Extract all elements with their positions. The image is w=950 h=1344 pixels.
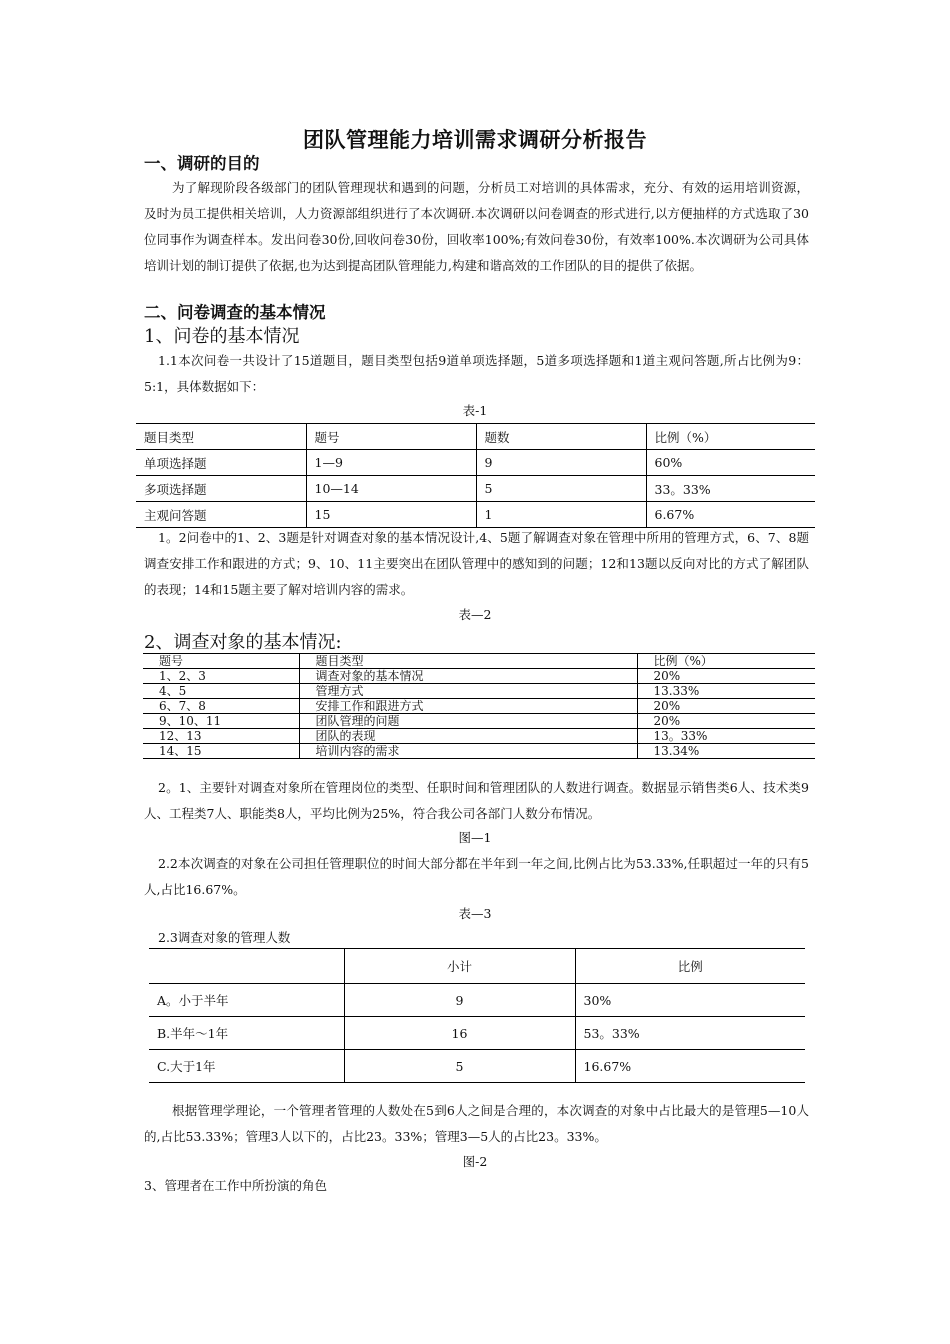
page-title: 团队管理能力培训需求调研分析报告 bbox=[303, 128, 647, 152]
table-row bbox=[136, 502, 815, 528]
figure2-caption: 图-2 bbox=[462, 1154, 488, 1169]
table-row bbox=[143, 729, 815, 744]
table-cell: 培训内容的需求 bbox=[299, 744, 637, 759]
purpose-paragraph: 为了解现阶段各级部门的团队管理现状和遇到的问题，分析员工对培训的具体需求，充分、有效的运用培训资源，及时为员工提供相关培训，人力资源部组织进行了本次调研.本次调研以问卷调查的形式进行,以方便抽样的方式选取了30位同事作为调查样本。发出问卷30份,回收问卷30份，回收率100%;有效问卷30份，有效率100%.本次调研为公司具体培训计划的制订提供了依据,也为达到提高团队管理能力,构建和谐高效的工作团队的目的提供了依据。 bbox=[144, 180, 809, 273]
table-cell: 6、7、8 bbox=[143, 699, 299, 714]
table-header-row bbox=[136, 424, 815, 450]
table-header-cell: 比例 bbox=[575, 949, 805, 984]
table-cell: 5 bbox=[476, 476, 646, 502]
table-cell: 53。33% bbox=[575, 1017, 805, 1050]
paragraph-2-2: 2.2本次调查的对象在公司担任管理职位的时间大部分都在半年到一年之间,比例占比为53.33%,任职超过一年的只有5人,占比16.67%。 bbox=[144, 856, 809, 897]
table-row bbox=[143, 699, 815, 714]
table-cell: C.大于1年 bbox=[149, 1050, 344, 1083]
table1-caption: 表-1 bbox=[462, 403, 488, 418]
table-cell: 20% bbox=[637, 669, 815, 684]
table-question-types bbox=[136, 423, 815, 528]
table-row bbox=[143, 744, 815, 759]
table-header-cell: 题号 bbox=[159, 654, 184, 668]
table-cell: 16 bbox=[344, 1017, 575, 1050]
table-header-cell: 题号 bbox=[306, 424, 476, 450]
table-cell: 5 bbox=[344, 1050, 575, 1083]
table-header-row bbox=[149, 949, 805, 984]
table-header-cell: 小计 bbox=[344, 949, 575, 984]
table2-caption: 表—2 bbox=[458, 607, 492, 622]
table-question-topics bbox=[143, 653, 815, 759]
table-cell: 16.67% bbox=[575, 1050, 805, 1083]
subheading-questionnaire: 1、问卷的基本情况 bbox=[144, 326, 300, 347]
table-cell: 10—14 bbox=[306, 476, 476, 502]
table-cell: 20% bbox=[637, 714, 815, 729]
table-cell: 14、15 bbox=[143, 744, 299, 759]
table-cell: 6.67% bbox=[646, 502, 815, 528]
table-cell: A。小于半年 bbox=[149, 984, 344, 1017]
table-header-row bbox=[143, 654, 815, 669]
table-cell: 管理方式 bbox=[299, 684, 637, 699]
table-cell: 4、5 bbox=[143, 684, 299, 699]
table3-title: 2.3调查对象的管理人数 bbox=[158, 930, 291, 945]
table-cell: 13.34% bbox=[637, 744, 815, 759]
section-heading-purpose: 一、调研的目的 bbox=[144, 154, 260, 173]
table-header-cell: 题目类型 bbox=[299, 654, 637, 669]
table-cell: 多项选择题 bbox=[136, 476, 306, 502]
figure1-caption: 图—1 bbox=[458, 830, 492, 845]
table-header-cell: 题目类型 bbox=[136, 424, 306, 450]
table-cell: 60% bbox=[646, 450, 815, 476]
section-heading-survey: 二、问卷调查的基本情况 bbox=[144, 303, 326, 322]
table-cell: 13.33% bbox=[637, 684, 815, 699]
paragraph-2-1: 2。1、主要针对调查对象所在管理岗位的类型、任职时间和管理团队的人数进行调查。数据显示销售类6人、技术类9人、工程类7人、职能类8人，平均比例为25%，符合我公司各部门人数分布情况。 bbox=[144, 780, 809, 821]
paragraph-2-3: 根据管理学理论，一个管理者管理的人数处在5到6人之间是合理的，本次调查的对象中占比最大的是管理5—10人的,占比53.33%；管理3人以下的，占比23。33%；管理3—5人的占比23。33%。 bbox=[144, 1103, 809, 1144]
table-cell: B.半年～1年 bbox=[149, 1017, 344, 1050]
table-row bbox=[143, 684, 815, 699]
table-header-cell: 比例（%） bbox=[637, 654, 815, 669]
table-row bbox=[143, 669, 815, 684]
table-header-cell bbox=[149, 949, 344, 984]
subheading-roles: 3、管理者在工作中所扮演的角色 bbox=[144, 1178, 327, 1193]
paragraph-1-1: 1.1本次问卷一共设计了15道题目，题目类型包括9道单项选择题，5道多项选择题和1道主观问答题,所占比例为9：5:1，具体数据如下： bbox=[144, 353, 809, 394]
subheading-respondents: 2、调查对象的基本情况: bbox=[144, 632, 342, 653]
table-cell: 9 bbox=[476, 450, 646, 476]
table-row bbox=[149, 984, 805, 1017]
table-row bbox=[136, 450, 815, 476]
table-header-cell: 比例（%） bbox=[646, 424, 815, 450]
table-management-tenure bbox=[149, 948, 805, 1083]
table-cell: 30% bbox=[575, 984, 805, 1017]
table-cell: 13。33% bbox=[637, 729, 815, 744]
table-cell: 团队管理的问题 bbox=[299, 714, 637, 729]
table-cell: 团队的表现 bbox=[299, 729, 637, 744]
table-header-cell: 题数 bbox=[476, 424, 646, 450]
table-cell: 单项选择题 bbox=[136, 450, 306, 476]
table-cell: 调查对象的基本情况 bbox=[299, 669, 637, 684]
table-cell: 9、10、11 bbox=[143, 714, 299, 729]
table-cell: 9 bbox=[344, 984, 575, 1017]
table3-caption: 表—3 bbox=[458, 906, 492, 921]
table-cell: 12、13 bbox=[143, 729, 299, 744]
table-cell: 33。33% bbox=[646, 476, 815, 502]
table-row bbox=[143, 714, 815, 729]
table-cell: 1 bbox=[476, 502, 646, 528]
table-cell: 1、2、3 bbox=[143, 669, 299, 684]
table-cell: 15 bbox=[306, 502, 476, 528]
paragraph-1-2: 1。2问卷中的1、2、3题是针对调查对象的基本情况设计,4、5题了解调查对象在管理中所用的管理方式，6、7、8题调查安排工作和跟进的方式；9、10、11主要突出在团队管理中的感知到的问题；12和13题以反向对比的方式了解团队的表现；14和15题主要了解对培训内容的需求。 bbox=[144, 530, 809, 597]
table-cell: 主观问答题 bbox=[136, 502, 306, 528]
table-cell: 20% bbox=[637, 699, 815, 714]
table-row bbox=[149, 1050, 805, 1083]
table-cell: 安排工作和跟进方式 bbox=[299, 699, 637, 714]
table-row bbox=[149, 1017, 805, 1050]
table-row bbox=[136, 476, 815, 502]
table-cell: 1—9 bbox=[306, 450, 476, 476]
